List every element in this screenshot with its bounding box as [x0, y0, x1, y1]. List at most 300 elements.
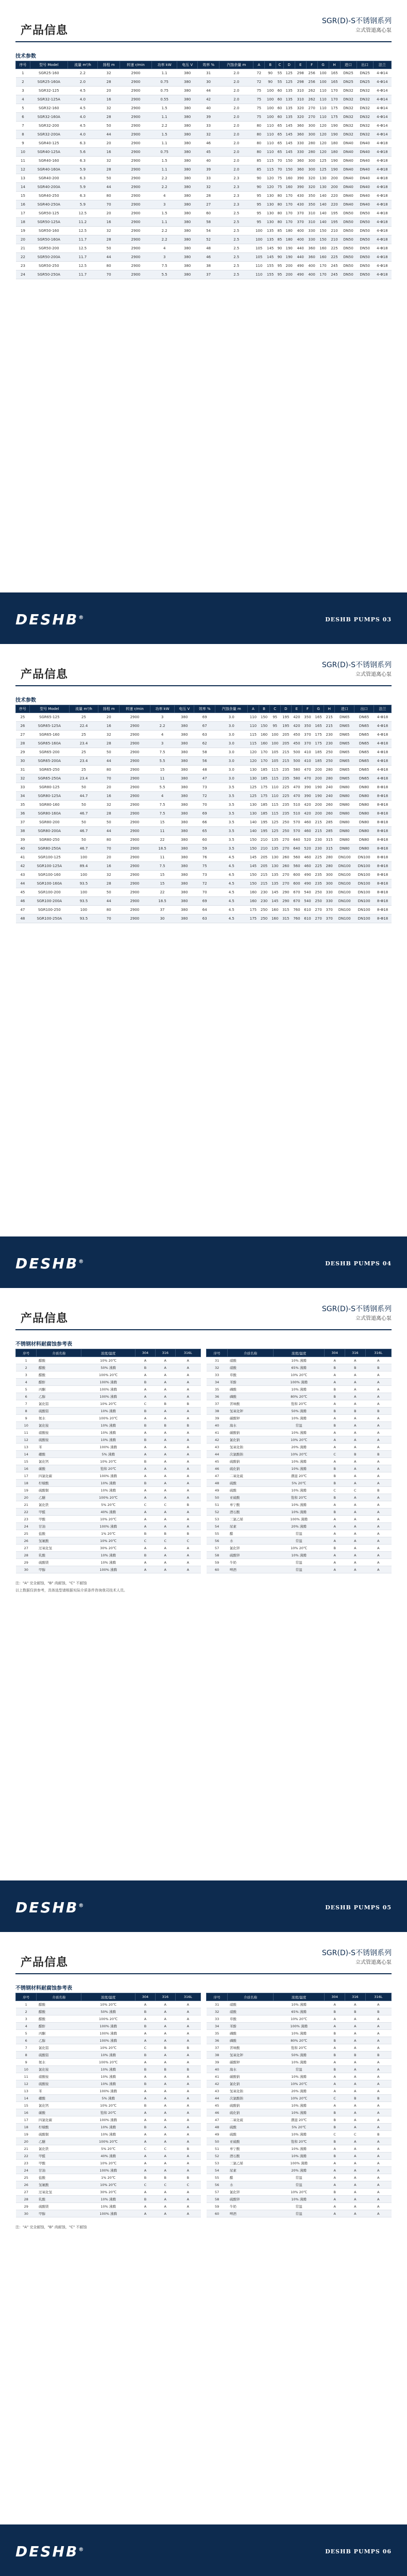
table-cell: 4 — [151, 192, 177, 200]
table-row — [207, 2138, 392, 2145]
table-cell: 450 — [291, 739, 302, 748]
table-row — [16, 2030, 201, 2037]
table-cell: A — [365, 1379, 391, 1386]
table-cell: A — [155, 2138, 175, 2145]
table-cell: 4-Φ18 — [373, 270, 391, 279]
table-cell: 140 — [248, 827, 259, 836]
table-cell: 215 — [313, 827, 324, 836]
table-cell: SGR32-200A — [30, 130, 67, 139]
table-cell: 390 — [295, 174, 306, 183]
table-cell: A — [135, 2073, 156, 2080]
table-cell: 25 — [69, 748, 98, 757]
chem-table-left — [15, 1993, 201, 2217]
table-cell: 10% 20℃ — [273, 1436, 324, 1444]
table-cell: 4 — [16, 1379, 37, 1386]
medium-name: 硼酸 — [37, 2095, 81, 2102]
table-cell: A — [345, 2196, 366, 2203]
table-cell: 2900 — [120, 818, 150, 827]
table-cell: 63 — [194, 731, 215, 739]
medium-name: 海水 — [228, 1422, 274, 1429]
table-cell: 210 — [329, 227, 340, 235]
table-cell: 298 — [295, 78, 306, 87]
table-cell: 175 — [248, 906, 259, 914]
table-cell: 69 — [194, 713, 215, 722]
table-cell: 65 — [276, 122, 284, 130]
table-cell: 15 — [16, 192, 30, 200]
table-cell: 110 — [317, 113, 329, 122]
table-cell: DN40 — [357, 139, 373, 148]
table-row — [16, 244, 392, 253]
table-cell: SGR65-200 — [29, 748, 69, 757]
medium-name: 次氯酸钠 — [228, 1451, 274, 1458]
table-cell: SGR40-250 — [30, 192, 67, 200]
table-row — [16, 235, 392, 244]
table-row — [207, 2196, 392, 2203]
table-row — [207, 2102, 392, 2109]
table-cell: 10% 20℃ — [81, 2044, 135, 2052]
table-cell: 390 — [295, 183, 306, 192]
table-cell: A — [325, 1523, 345, 1530]
table-cell: A — [175, 1451, 200, 1458]
table-cell: A — [175, 2073, 200, 2080]
table-cell: 470 — [291, 792, 302, 801]
table-cell: 18.5 — [150, 897, 175, 906]
table-row — [16, 1444, 201, 1451]
medium-name: 硫酸锌 — [228, 1552, 274, 1559]
table-cell: A — [155, 2102, 175, 2109]
table-row — [207, 1501, 392, 1509]
table-cell: DN80 — [354, 836, 374, 844]
table-cell: A — [345, 1444, 366, 1451]
table-cell: 262 — [306, 87, 317, 95]
medium-name: 硫酸铵 — [37, 1436, 81, 1444]
table-cell: A — [175, 2124, 200, 2131]
table-cell: 13 — [16, 1444, 37, 1451]
table-cell: 3.5 — [215, 818, 248, 827]
table-cell: A — [345, 1415, 366, 1422]
table-cell: A — [365, 2023, 391, 2030]
table-cell: 50% 沸腾 — [273, 1408, 324, 1415]
table-cell: A — [155, 2160, 175, 2167]
table-row — [207, 1458, 392, 1465]
column-header: 型号 Model — [30, 61, 67, 69]
table-cell: 130 — [317, 183, 329, 192]
table-cell: DN80 — [335, 792, 354, 801]
table-cell: 32 — [197, 130, 219, 139]
table-cell: DN50 — [340, 270, 357, 279]
table-cell: 380 — [175, 757, 194, 766]
table-cell: 140 — [317, 209, 329, 218]
table-cell: A — [325, 2015, 345, 2023]
table-cell: A — [135, 1429, 156, 1436]
table-cell: 10% 沸腾 — [273, 2153, 324, 2160]
table-cell: 256 — [306, 69, 317, 78]
table-cell: 10% 20℃ — [81, 1516, 135, 1523]
table-cell: A — [365, 2145, 391, 2153]
table-cell: 380 — [175, 766, 194, 774]
table-cell: 4 — [150, 731, 175, 739]
table-cell: B — [365, 2052, 391, 2059]
table-cell: 130 — [269, 853, 280, 862]
table-cell: 1.5 — [151, 130, 177, 139]
table-cell: 8-Φ18 — [374, 844, 392, 853]
table-cell: 8-Φ18 — [374, 853, 392, 862]
table-cell: 18.5 — [150, 844, 175, 853]
table-cell: 2900 — [120, 69, 152, 78]
table-cell: 40% 沸腾 — [81, 1509, 135, 1516]
medium-name: 硫酸 — [228, 2131, 274, 2138]
column-header: 浓度/温度 — [273, 1993, 324, 2001]
table-cell: A — [325, 2167, 345, 2174]
table-row — [16, 1465, 201, 1472]
table-cell: A — [155, 2189, 175, 2196]
table-cell: 135 — [269, 836, 280, 844]
table-cell: A — [325, 1501, 345, 1509]
table-cell: 80 — [253, 148, 265, 157]
table-cell: 250 — [324, 757, 335, 766]
table-cell: 1 — [16, 2001, 37, 2008]
table-cell: 6 — [16, 113, 30, 122]
table-cell: SGR65-160A — [29, 739, 69, 748]
table-cell: 52 — [207, 2153, 228, 2160]
table-cell: 90 — [276, 253, 284, 262]
table-cell: 360 — [306, 244, 317, 253]
table-cell: A — [175, 1364, 200, 1371]
table-cell: A — [175, 1552, 200, 1559]
medium-name: 醋 — [228, 2174, 274, 2181]
medium-name: 醋酐 — [37, 1379, 81, 1386]
table-cell: 270 — [306, 113, 317, 122]
table-cell: 110 — [265, 122, 276, 130]
medium-name: 硫酸铝 — [37, 2052, 81, 2059]
table-cell: 24 — [16, 2167, 37, 2174]
table-cell: B — [135, 2124, 156, 2131]
table-cell: 46.7 — [69, 809, 98, 818]
table-cell: 100% 沸腾 — [81, 2030, 135, 2037]
table-cell: A — [345, 2015, 366, 2023]
table-cell: 520 — [302, 836, 313, 844]
table-cell: 10% 沸腾 — [273, 2030, 324, 2037]
table-cell: 225 — [329, 244, 340, 253]
table-cell: 58 — [197, 218, 219, 227]
table-cell: 10 — [16, 2066, 37, 2073]
table-cell: 70 — [276, 165, 284, 174]
table-cell: SGR50-200 — [30, 244, 67, 253]
table-row — [16, 95, 392, 104]
table-cell: A — [345, 1523, 366, 1530]
table-cell: DN65 — [354, 748, 374, 757]
table-cell: 50 — [207, 1494, 228, 1501]
table-row — [16, 2145, 201, 2153]
table-row — [207, 2044, 392, 2052]
table-cell: A — [175, 1480, 200, 1487]
table-cell: 380 — [175, 844, 194, 853]
chem-page-2 — [0, 1932, 407, 2576]
table-cell: 215 — [324, 713, 335, 722]
table-cell: 85 — [253, 157, 265, 165]
table-cell: 2.5 — [219, 209, 253, 218]
table-cell: 15 — [150, 871, 175, 879]
table-row — [16, 2131, 201, 2138]
table-cell: 170 — [259, 757, 269, 766]
table-cell: 4 — [150, 792, 175, 801]
table-cell: DN50 — [357, 227, 373, 235]
table-cell: 20 — [98, 783, 120, 792]
table-cell: A — [155, 1523, 175, 1530]
table-cell: A — [155, 2073, 175, 2080]
table-cell: 40% 沸腾 — [81, 2153, 135, 2160]
table-cell: DN50 — [340, 218, 357, 227]
table-cell: DN80 — [335, 827, 354, 836]
column-header: 304 — [325, 1349, 345, 1357]
table-cell: B — [325, 1408, 345, 1415]
table-cell: 115 — [269, 801, 280, 809]
table-cell: 2900 — [120, 801, 150, 809]
table-cell: C — [135, 2044, 156, 2052]
table-cell: 170 — [259, 748, 269, 757]
table-cell: 23.4 — [69, 739, 98, 748]
table-row — [207, 1472, 392, 1480]
table-cell: 65% 沸腾 — [273, 1364, 324, 1371]
table-cell: 37 — [16, 818, 30, 827]
table-cell: A — [155, 1559, 175, 1566]
table-cell: B — [325, 2138, 345, 2145]
table-cell: 1% 20℃ — [81, 1530, 135, 1537]
table-cell: 80 — [98, 766, 120, 774]
table-cell: A — [155, 2095, 175, 2102]
table-cell: C — [325, 1487, 345, 1494]
page-number: DESHB PUMPS 06 — [325, 2548, 392, 2555]
table-cell: 42 — [207, 2080, 228, 2088]
table-cell: A — [365, 1516, 391, 1523]
table-cell: A — [365, 2001, 391, 2008]
table-cell: 2.3 — [219, 200, 253, 209]
table-cell: B — [175, 1422, 200, 1429]
table-cell: A — [345, 2080, 366, 2088]
table-cell: 47 — [207, 1472, 228, 1480]
table-cell: 125 — [269, 827, 280, 836]
table-cell: 160 — [283, 183, 295, 192]
table-cell: 5 — [16, 104, 30, 113]
table-cell: 46 — [16, 897, 30, 906]
table-cell: 120 — [248, 757, 259, 766]
table-cell: A — [365, 2181, 391, 2189]
table-cell: 41 — [207, 2073, 228, 2080]
table-cell: 69 — [194, 809, 215, 818]
table-cell: 1.5 — [151, 209, 177, 218]
table-cell: 6 — [16, 1393, 37, 1400]
table-cell: SGR32-125 — [30, 87, 67, 95]
table-cell: A — [365, 2015, 391, 2023]
table-cell: A — [345, 2102, 366, 2109]
table-cell: 2.0 — [219, 122, 253, 130]
table-cell: 67 — [194, 722, 215, 731]
table-row — [207, 2037, 392, 2044]
medium-name: 水 — [228, 2181, 274, 2189]
table-cell: 20 — [16, 1494, 37, 1501]
table-cell: 2900 — [120, 713, 150, 722]
medium-name: 氯化锌 — [228, 1545, 274, 1552]
table-cell: 2900 — [120, 774, 150, 783]
table-row — [16, 809, 392, 818]
table-cell: A — [135, 2153, 156, 2160]
table-cell: 5% 20℃ — [273, 2124, 324, 2131]
table-cell: 230 — [324, 731, 335, 739]
table-cell: 45 — [207, 2102, 228, 2109]
table-row — [16, 1451, 201, 1458]
table-cell: 95 — [276, 262, 284, 270]
table-cell: 66 — [194, 818, 215, 827]
table-cell: 0.75 — [151, 148, 177, 157]
table-cell: 4-Φ18 — [373, 165, 391, 174]
column-header: G — [313, 705, 324, 713]
table-cell: 39 — [207, 1415, 228, 1422]
column-header: 法兰 — [374, 705, 392, 713]
table-cell: 10% 20℃ — [81, 1357, 135, 1364]
table-cell: A — [365, 1415, 391, 1422]
table-cell: A — [325, 1436, 345, 1444]
table-cell: DN65 — [354, 722, 374, 731]
table-cell: 270 — [306, 104, 317, 113]
table-cell: 2.0 — [219, 148, 253, 157]
table-cell: 17 — [16, 2116, 37, 2124]
table-cell: 28 — [16, 739, 30, 748]
table-cell: 2900 — [120, 95, 152, 104]
medium-name: 牛奶 — [228, 2203, 274, 2210]
table-cell: 2900 — [120, 130, 152, 139]
table-cell: 4-Φ14 — [373, 104, 391, 113]
table-row — [16, 722, 392, 731]
table-cell: SGR80-125 — [29, 783, 69, 792]
table-row — [16, 844, 392, 853]
page-number: DESHB PUMPS 03 — [325, 616, 392, 623]
table-row — [16, 1530, 201, 1537]
table-row — [16, 2008, 201, 2015]
table-cell: 14 — [16, 183, 30, 192]
table-cell: 65 — [276, 130, 284, 139]
table-cell: 3.5 — [215, 783, 248, 792]
medium-name: 丙酮 — [37, 2030, 81, 2037]
column-header: 浓度/温度 — [81, 1993, 135, 2001]
table-cell: 62 — [194, 739, 215, 748]
table-cell: 310 — [306, 209, 317, 218]
table-cell: DN32 — [340, 104, 357, 113]
medium-name: 甲醇 — [37, 1566, 81, 1573]
table-cell: SGR100-200A — [29, 897, 69, 906]
table-cell: B — [325, 2052, 345, 2059]
table-cell: 110 — [265, 130, 276, 139]
table-cell: DN50 — [357, 262, 373, 270]
series-subtitle: 立式管道离心泵 — [355, 1316, 392, 1321]
table-cell: A — [365, 2196, 391, 2203]
table-cell: B — [135, 1436, 156, 1444]
table-cell: 100 — [265, 113, 276, 122]
table-row — [16, 1523, 201, 1530]
table-cell: 10% 沸腾 — [273, 2196, 324, 2203]
medium-name: 次氯酸钠 — [228, 2095, 274, 2102]
table-cell: 270 — [280, 836, 291, 844]
medium-name: 四氯化碳 — [37, 2116, 81, 2124]
table-cell: 2900 — [120, 783, 150, 792]
medium-name: 硫酸 — [228, 1480, 274, 1487]
table-row — [16, 1458, 201, 1465]
table-row — [16, 270, 392, 279]
table-cell: 25 — [69, 713, 98, 722]
table-cell: DN40 — [357, 183, 373, 192]
table-cell: 2900 — [120, 739, 150, 748]
table-cell: 8-Φ18 — [374, 906, 392, 914]
table-cell: 8-Φ18 — [374, 783, 392, 792]
table-row — [16, 87, 392, 95]
table-cell: 500 — [291, 748, 302, 757]
table-row — [207, 2066, 392, 2073]
page-title: 产品信息 — [21, 1312, 69, 1325]
table-cell: 72 — [253, 78, 265, 87]
table-cell: 38 — [16, 827, 30, 836]
table-cell: 16 — [16, 1465, 37, 1472]
medium-name: 氢氧化钠 — [228, 1444, 274, 1451]
table-cell: 44 — [98, 253, 120, 262]
table-cell: 14 — [16, 2095, 37, 2102]
table-cell: A — [365, 1400, 391, 1408]
table-cell: 150 — [283, 165, 295, 174]
table-cell: 150 — [248, 836, 259, 844]
medium-name: 乙醇 — [37, 2037, 81, 2044]
table-row — [207, 1509, 392, 1516]
table-cell: 210 — [259, 836, 269, 844]
table-cell: 145 — [269, 888, 280, 897]
table-cell: 10% 沸腾 — [81, 2124, 135, 2131]
medium-name: 硫酸铝 — [37, 1408, 81, 1415]
table-cell: 59 — [207, 2203, 228, 2210]
table-cell: 2.0 — [219, 78, 253, 87]
medium-name: 甲醛 — [37, 1509, 81, 1516]
series-title: SGR(D)-S不锈钢系列 — [321, 1305, 392, 1313]
table-cell: A — [155, 2023, 175, 2030]
table-cell: A — [175, 2001, 200, 2008]
table-cell: A — [365, 1371, 391, 1379]
table-cell: 120 — [265, 183, 276, 192]
table-cell: 4-Φ18 — [373, 192, 391, 200]
column-header: 316L — [175, 1349, 200, 1357]
medium-name: 牛奶 — [228, 1559, 274, 1566]
column-header: 浓度/温度 — [273, 1349, 324, 1357]
table-row — [207, 1559, 392, 1566]
table-cell: 24 — [16, 1523, 37, 1530]
table-cell: A — [135, 1494, 156, 1501]
table-cell: 160 — [248, 888, 259, 897]
column-header: 扬程 m — [98, 61, 120, 69]
table-cell: A — [345, 1386, 366, 1393]
column-header: 型号 Model — [29, 705, 69, 713]
table-cell: 100% 沸腾 — [81, 2210, 135, 2217]
table-cell: A — [365, 1509, 391, 1516]
table-cell: A — [365, 1552, 391, 1559]
table-cell: 380 — [175, 739, 194, 748]
table-cell: 22 — [150, 836, 175, 844]
table-cell: 100% 20℃ — [81, 2059, 135, 2066]
table-cell: 3 — [16, 87, 30, 95]
table-cell: 饱和 20℃ — [273, 1400, 324, 1408]
table-cell: 460 — [302, 827, 313, 836]
table-cell: DN65 — [335, 731, 354, 739]
table-row — [16, 2001, 201, 2008]
table-cell: 190 — [329, 157, 340, 165]
table-cell: 4.5 — [215, 906, 248, 914]
table-cell: 270 — [313, 914, 324, 923]
table-cell: 4-Φ18 — [373, 183, 391, 192]
table-row — [16, 818, 392, 827]
